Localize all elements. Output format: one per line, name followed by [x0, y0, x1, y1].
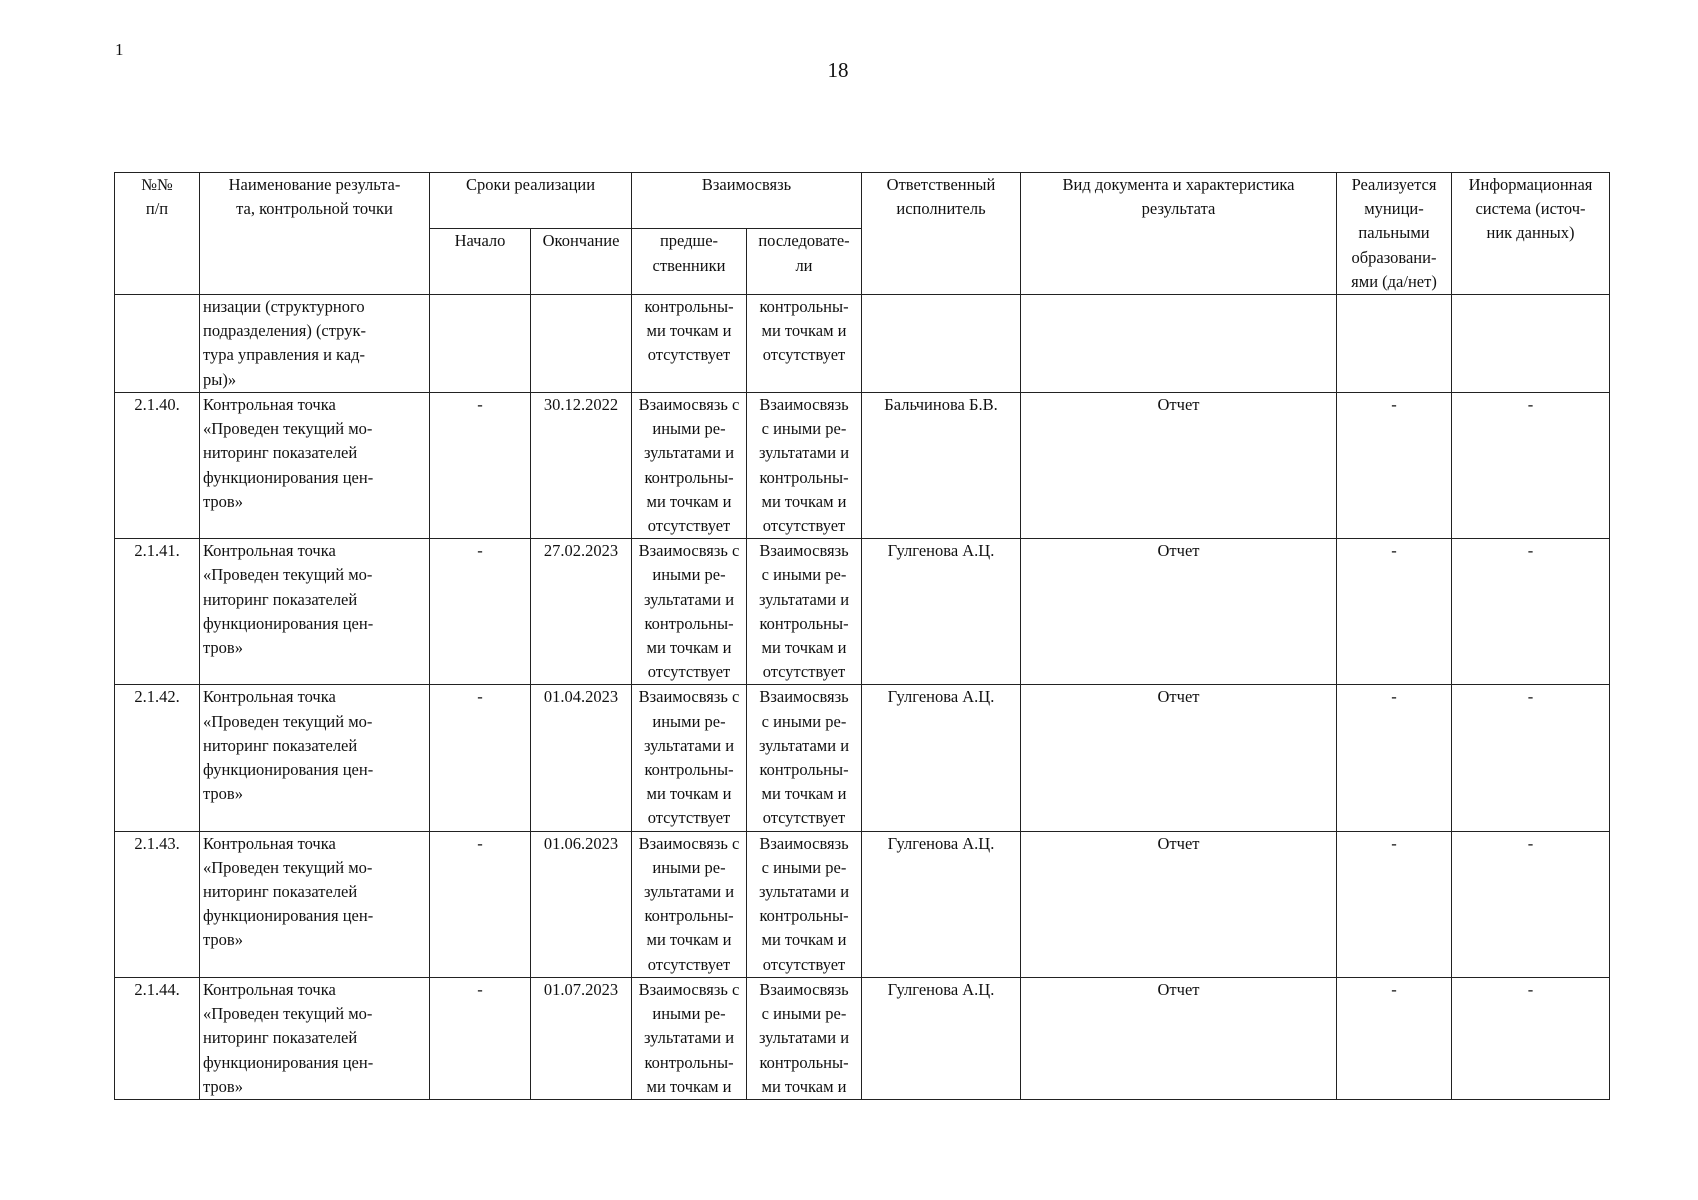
row-predecessors: Взаимосвязь с иными ре- зультатами и контрольны- ми точкам и отсутствует — [632, 539, 747, 685]
corner-mark: 1 — [115, 40, 124, 59]
row-start: - — [430, 831, 531, 977]
header-end: Окончание — [531, 229, 632, 295]
row-successors: Взаимосвязь с иными ре- зультатами и контрольны- ми точкам и отсутствует — [747, 685, 862, 831]
row-start: - — [430, 977, 531, 1099]
row-start — [430, 295, 531, 393]
row-municipal: - — [1337, 831, 1452, 977]
row-municipal: - — [1337, 685, 1452, 831]
table-row — [115, 539, 1610, 685]
row-info-system: - — [1452, 539, 1610, 685]
row-predecessors: Взаимосвязь с иными ре- зультатами и контрольны- ми точкам и отсутствует — [632, 685, 747, 831]
row-info-system — [1452, 295, 1610, 393]
row-info-system: - — [1452, 831, 1610, 977]
row-responsible: Гулгенова А.Ц. — [862, 831, 1021, 977]
row-start: - — [430, 685, 531, 831]
row-responsible: Гулгенова А.Ц. — [862, 539, 1021, 685]
row-predecessors: Взаимосвязь с иными ре- зультатами и контрольны- ми точкам и отсутствует — [632, 393, 747, 539]
table-row — [115, 977, 1610, 1099]
row-number — [115, 295, 200, 393]
row-info-system: - — [1452, 393, 1610, 539]
header-info-system: Информационная система (источ- ник данных) — [1452, 173, 1610, 295]
header-relation: Взаимосвязь — [632, 173, 862, 229]
header-predecessors: предше- ственники — [632, 229, 747, 295]
row-responsible: Гулгенова А.Ц. — [862, 685, 1021, 831]
header-successors: последовате- ли — [747, 229, 862, 295]
row-doc-type: Отчет — [1021, 539, 1337, 685]
row-successors: Взаимосвязь с иными ре- зультатами и контрольны- ми точкам и отсутствует — [747, 831, 862, 977]
row-end — [531, 295, 632, 393]
row-successors: Взаимосвязь с иными ре- зультатами и контрольны- ми точкам и — [747, 977, 862, 1099]
header-doc-type: Вид документа и характеристика результата — [1021, 173, 1337, 295]
row-number: 2.1.43. — [115, 831, 200, 977]
header-terms: Сроки реализации — [430, 173, 632, 229]
header-num: №№ п/п — [115, 173, 200, 295]
row-number: 2.1.40. — [115, 393, 200, 539]
row-responsible: Гулгенова А.Ц. — [862, 977, 1021, 1099]
row-end: 01.06.2023 — [531, 831, 632, 977]
row-doc-type: Отчет — [1021, 685, 1337, 831]
row-predecessors: контрольны- ми точкам и отсутствует — [632, 295, 747, 393]
row-start: - — [430, 539, 531, 685]
row-info-system: - — [1452, 977, 1610, 1099]
row-doc-type: Отчет — [1021, 831, 1337, 977]
page-number: 18 — [827, 58, 849, 82]
row-start: - — [430, 393, 531, 539]
row-predecessors: Взаимосвязь с иными ре- зультатами и контрольны- ми точкам и — [632, 977, 747, 1099]
row-name: Контрольная точка «Проведен текущий мо- ниторинг показателей функционирования цен- тров» — [200, 685, 430, 831]
header-municipal: Реализуется муници- пальными образовани- ями (да/нет) — [1337, 173, 1452, 295]
row-end: 01.07.2023 — [531, 977, 632, 1099]
header-name: Наименование результа- та, контрольной точки — [200, 173, 430, 295]
row-municipal — [1337, 295, 1452, 393]
row-responsible: Бальчинова Б.В. — [862, 393, 1021, 539]
row-name: Контрольная точка «Проведен текущий мо- ниторинг показателей функционирования цен- тров» — [200, 831, 430, 977]
row-successors: Взаимосвязь с иными ре- зультатами и контрольны- ми точкам и отсутствует — [747, 393, 862, 539]
table-body — [115, 295, 1610, 1100]
row-municipal: - — [1337, 539, 1452, 685]
row-name: Контрольная точка «Проведен текущий мо- ниторинг показателей функционирования цен- тров» — [200, 393, 430, 539]
header-start: Начало — [430, 229, 531, 295]
row-doc-type: Отчет — [1021, 393, 1337, 539]
table-row — [115, 393, 1610, 539]
row-end: 30.12.2022 — [531, 393, 632, 539]
row-name: низации (структурного подразделения) (струк- тура управления и кад- ры)» — [200, 295, 430, 393]
row-municipal: - — [1337, 977, 1452, 1099]
row-responsible — [862, 295, 1021, 393]
row-municipal: - — [1337, 393, 1452, 539]
header-responsible: Ответственный исполнитель — [862, 173, 1021, 295]
table-row — [115, 295, 1610, 393]
row-number: 2.1.41. — [115, 539, 200, 685]
row-name: Контрольная точка «Проведен текущий мо- ниторинг показателей функционирования цен- тров» — [200, 539, 430, 685]
row-doc-type — [1021, 295, 1337, 393]
table-header — [115, 173, 1610, 295]
row-successors: Взаимосвязь с иными ре- зультатами и контрольны- ми точкам и отсутствует — [747, 539, 862, 685]
row-end: 27.02.2023 — [531, 539, 632, 685]
row-successors: контрольны- ми точкам и отсутствует — [747, 295, 862, 393]
control-points-table — [114, 172, 1610, 1100]
row-number: 2.1.42. — [115, 685, 200, 831]
row-end: 01.04.2023 — [531, 685, 632, 831]
row-number: 2.1.44. — [115, 977, 200, 1099]
table-row — [115, 685, 1610, 831]
row-predecessors: Взаимосвязь с иными ре- зультатами и контрольны- ми точкам и отсутствует — [632, 831, 747, 977]
row-doc-type: Отчет — [1021, 977, 1337, 1099]
table-row — [115, 831, 1610, 977]
row-name: Контрольная точка «Проведен текущий мо- ниторинг показателей функционирования цен- тров» — [200, 977, 430, 1099]
row-info-system: - — [1452, 685, 1610, 831]
